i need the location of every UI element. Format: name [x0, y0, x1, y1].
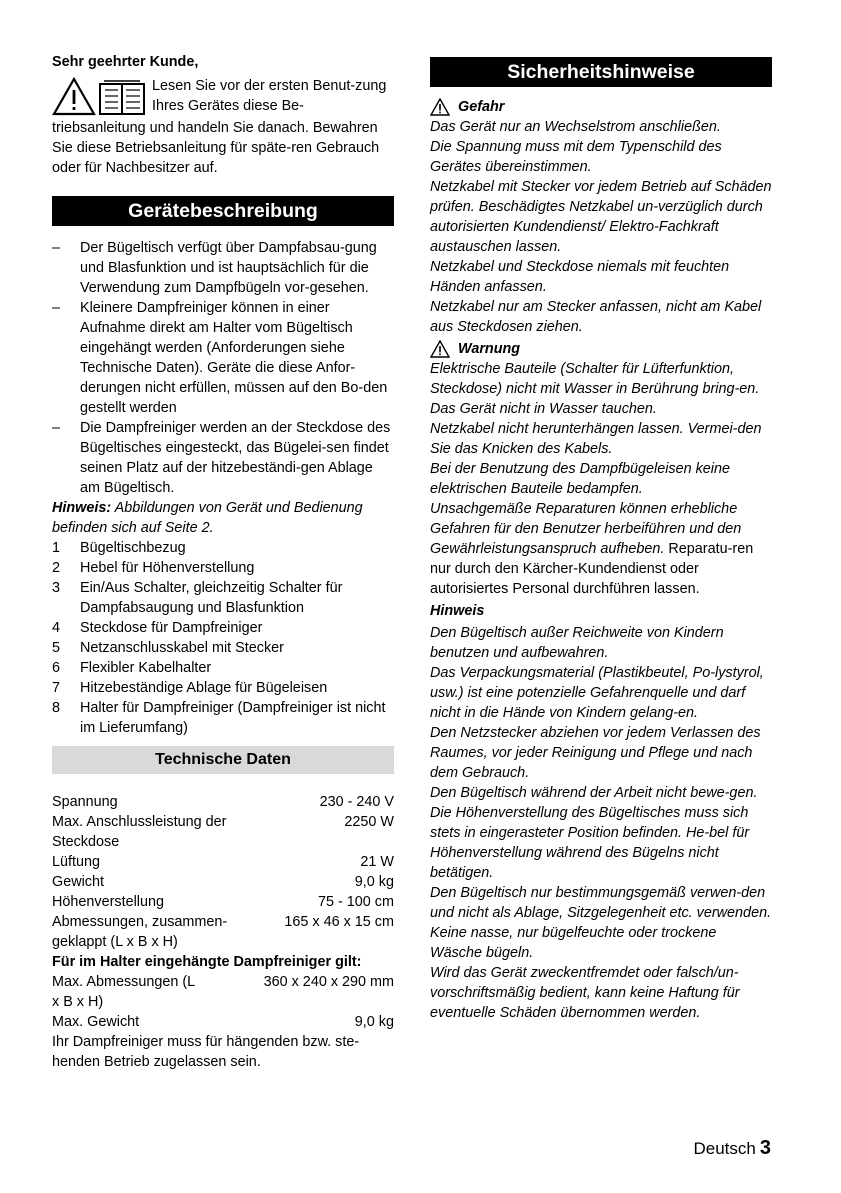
list-item: – Die Dampfreiniger werden an der Steckdose des Bügeltisches eingesteckt, das Bügelei-sen findet seinen Platz auf der hitzebeständi-gen Ablage am Bügeltisch.: [52, 420, 391, 496]
warning-triangle-icon: [54, 79, 94, 114]
greeting: Sehr geehrter Kunde,: [52, 54, 199, 70]
list-item: – Kleinere Dampfreiniger können in einer Aufnahme direkt am Halter vom Bügeltisch eingehängt werden (Anforderungen siehe Technische Daten). Geräte die diese Anfor-derungen nicht erfüllen, müssen auf den Bo-den gestellt werden: [52, 300, 388, 416]
list-item: [52, 678, 394, 698]
danger-line: Netzkabel und Steckdose niemals mit feuchten Händen anfassen.: [430, 259, 730, 295]
note-line: Die Höhenverstellung des Bügeltisches muss sich stets in eingerasteter Position befinden. He-bel für Höhenverstellung während des Bügelns nicht betätigen.: [430, 805, 750, 881]
table-row: [52, 812, 394, 852]
warning-triangle-icon: [430, 98, 450, 116]
list-item: [52, 698, 394, 738]
left-column: [52, 52, 394, 1072]
row-label: Abmessungen, zusammen-geklappt (L x B x H): [52, 914, 228, 950]
list-item-text: Der Bügeltisch verfügt über Dampfabsau-gung und Blasfunktion und ist hauptsächlich für die Verwendung zum Dampfbügeln vor-gesehen.: [80, 240, 377, 296]
item-text: Hitzebeständige Ablage für Bügeleisen: [80, 680, 328, 696]
danger-label: Gefahr: [458, 99, 505, 115]
row-value: 75 - 100 cm: [318, 894, 394, 910]
warning-plain-text: Reparatu-ren nur durch den Kärcher-Kundendienst oder autorisiertes Personal durchführen lassen.: [430, 541, 754, 597]
note-text: [430, 623, 772, 1023]
row-label: Lüftung: [52, 854, 101, 870]
warning-line: Das Gerät nicht in Wasser tauchen.: [430, 401, 657, 417]
note-label: Hinweis:: [52, 500, 112, 516]
note-line: Den Netzstecker abziehen vor jedem Verlassen des Raumes, vor jeder Reinigung und Pflege und nach dem Gebrauch.: [430, 725, 761, 781]
danger-line: Das Gerät nur an Wechselstrom anschließen.: [430, 119, 721, 135]
row-value: 21 W: [360, 854, 394, 870]
row-value: 9,0 kg: [354, 1014, 394, 1030]
danger-text: [430, 117, 772, 337]
list-item: – Der Bügeltisch verfügt über Dampfabsau-gung und Blasfunktion und ist hauptsächlich für die Verwendung zum Dampfbügeln vor-gesehen.: [52, 240, 377, 296]
item-text: Hebel für Höhenverstellung: [80, 560, 255, 576]
section-heading-safety: Sicherheitshinweise: [430, 57, 772, 87]
note-line: Keine nasse, nur bügelfeuchte oder trockene Wäsche bügeln.: [430, 925, 717, 961]
danger-line: Netzkabel nur am Stecker anfassen, nicht am Kabel aus Steckdosen ziehen.: [430, 299, 762, 335]
intro-text-part1: Lesen Sie vor der ersten Benut-zung Ihres Gerätes diese Be-: [152, 78, 387, 114]
right-column: [430, 6, 772, 1023]
technical-footnote: Ihr Dampfreiniger muss für hängenden bzw. ste-henden Betrieb zugelassen sein.: [52, 1034, 360, 1070]
danger-line: Netzkabel mit Stecker vor jedem Betrieb auf Schäden prüfen. Beschädigtes Netzkabel un-verzüglich durch autorisierten Kundendienst/ Elektro-Fachkraft austauschen lassen.: [430, 179, 772, 255]
intro-block: [52, 76, 394, 178]
list-item: [52, 578, 394, 618]
warning-heading: [430, 339, 772, 359]
list-item: [52, 538, 394, 558]
table-row: [52, 852, 394, 872]
table-row: [52, 792, 394, 812]
row-value: 360 x 240 x 290 mm: [263, 974, 394, 990]
item-text: Steckdose für Dampfreiniger: [80, 620, 263, 636]
note-line: Den Bügeltisch während der Arbeit nicht bewe-gen.: [430, 785, 758, 801]
warning-italic-text: Unsachgemäße Reparaturen können erhebliche Gefahren für den Benutzer herbeiführen und den Gewährleistungsanspruch aufheben.: [430, 501, 742, 557]
section-heading-technical: Technische Daten: [52, 746, 394, 774]
item-number: 3: [52, 580, 61, 596]
page-number: 3: [759, 1137, 771, 1159]
note-line: Den Bügeltisch außer Reichweite von Kindern benutzen und aufbewahren.: [430, 625, 724, 661]
note-heading: Hinweis: [430, 603, 485, 619]
list-item-text: Kleinere Dampfreiniger können in einer Aufnahme direkt am Halter vom Bügeltisch eingehängt werden (Anforderungen siehe Technische Daten). Geräte die diese Anfor-derungen nicht erfüllen, müssen auf den Bo-den gestellt werden: [80, 300, 388, 416]
row-label: Spannung: [52, 794, 118, 810]
table-row: [52, 972, 394, 1012]
description-list: [52, 238, 394, 498]
description-note: [52, 498, 394, 538]
row-label: Max. Anschlussleistung der Steckdose: [52, 814, 227, 850]
warning-line: [430, 499, 772, 599]
intro-icons: [52, 76, 148, 118]
intro-text-part2: triebsanleitung und handeln Sie danach. Bewahren Sie diese Betriebsanleitung für späte-ren Gebrauch oder für Nachbesitzer auf.: [52, 120, 380, 176]
item-text: Halter für Dampfreiniger (Dampfreiniger ist nicht im Lieferumfang): [80, 700, 386, 736]
page-footer: [694, 1138, 772, 1159]
table-row: [52, 912, 394, 952]
list-item: [52, 558, 394, 578]
row-value: 230 - 240 V: [319, 794, 394, 810]
warning-label: Warnung: [458, 341, 521, 357]
note-line: Das Verpackungsmaterial (Plastikbeutel, Po-lystyrol, usw.) ist eine potenzielle Gefahrenquelle und darf nicht in die Hände von Kindern gelang-en.: [430, 665, 764, 721]
parts-list: [52, 538, 394, 738]
item-number: 8: [52, 700, 61, 716]
technical-subheading: Für im Halter eingehängte Dampfreiniger gilt:: [52, 954, 362, 970]
warning-line: Bei der Benutzung des Dampfbügeleisen keine elektrischen Bauteile bedampfen.: [430, 461, 731, 497]
warning-line: Elektrische Bauteile (Schalter für Lüfterfunktion, Steckdose) nicht mit Wasser in Berührung bring-en.: [430, 361, 760, 397]
table-row: [52, 892, 394, 912]
footer-language: Deutsch: [693, 1139, 756, 1158]
item-text: Bügeltischbezug: [80, 540, 186, 556]
technical-table: [52, 792, 394, 952]
note-line: Den Bügeltisch nur bestimmungsgemäß verwen-den und nicht als Ablage, Sitzgelegenheit etc. verwenden.: [430, 885, 772, 921]
technical-table-2: [52, 972, 394, 1032]
table-row: [52, 1012, 394, 1032]
note-text: Abbildungen von Gerät und Bedienung befinden sich auf Seite 2.: [52, 500, 363, 536]
item-text: Ein/Aus Schalter, gleichzeitig Schalter für Dampfabsaugung und Blasfunktion: [80, 580, 343, 616]
item-text: Netzanschlusskabel mit Stecker: [80, 640, 284, 656]
list-item: [52, 618, 394, 638]
list-item-text: Die Dampfreiniger werden an der Steckdose des Bügeltisches eingesteckt, das Bügelei-sen findet seinen Platz auf der hitzebeständi-gen Ablage am Bügeltisch.: [80, 420, 391, 496]
list-item: [52, 658, 394, 678]
warning-triangle-icon: [430, 340, 450, 358]
row-value: 165 x 46 x 15 cm: [284, 914, 394, 930]
row-label: Max. Gewicht: [52, 1014, 140, 1030]
item-number: 1: [52, 540, 61, 556]
row-label: Gewicht: [52, 874, 104, 890]
item-number: 7: [52, 680, 61, 696]
row-label: Höhenverstellung: [52, 894, 164, 910]
warning-text: [430, 359, 772, 599]
row-value: 9,0 kg: [354, 874, 394, 890]
danger-heading: [430, 97, 772, 117]
row-label: Max. Abmessungen (L x B x H): [52, 974, 195, 1010]
note-line: Wird das Gerät zweckentfremdet oder falsch/un-vorschriftsmäßig bedient, kann keine Haftung für eventuelle Schäden übernommen werden.: [430, 965, 740, 1021]
section-heading-description: Gerätebeschreibung: [52, 196, 394, 226]
item-number: 2: [52, 560, 61, 576]
item-number: 6: [52, 660, 61, 676]
danger-line: Die Spannung muss mit dem Typenschild des Gerätes übereinstimmen.: [430, 139, 722, 175]
warning-line: Netzkabel nicht herunterhängen lassen. Vermei-den Sie das Knicken des Kabels.: [430, 421, 762, 457]
table-row: [52, 872, 394, 892]
item-text: Flexibler Kabelhalter: [80, 660, 212, 676]
item-number: 5: [52, 640, 61, 656]
list-item: [52, 638, 394, 658]
book-icon: [100, 81, 144, 114]
row-value: 2250 W: [344, 814, 394, 830]
item-number: 4: [52, 620, 61, 636]
